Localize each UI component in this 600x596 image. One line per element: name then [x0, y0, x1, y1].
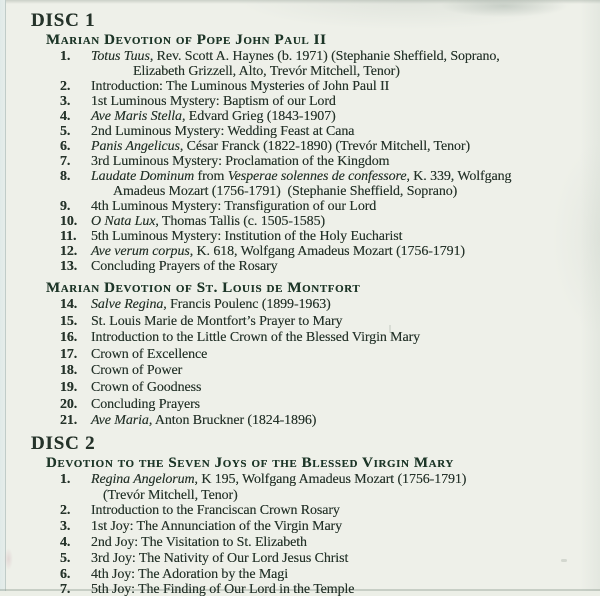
track-segment: Concluding Prayers — [91, 396, 201, 412]
track-line — [91, 582, 592, 596]
track-row — [60, 199, 592, 214]
track-row — [60, 413, 592, 430]
track-row — [60, 503, 592, 519]
track-text — [91, 519, 592, 535]
track-row — [60, 347, 592, 364]
track-text — [91, 229, 592, 244]
track-text — [91, 214, 592, 229]
section — [46, 33, 592, 274]
track-text — [91, 244, 592, 259]
track-line — [91, 169, 592, 184]
track-segment: Introduction to the Little Crown of the Blessed Virgin Mary — [91, 330, 421, 346]
track-text — [91, 551, 592, 567]
track-row — [60, 380, 592, 397]
track-line — [91, 347, 592, 364]
track-text — [91, 413, 592, 430]
track-segment: Crown of Power — [91, 363, 183, 379]
track-number: 11. — [60, 229, 77, 244]
track-row — [60, 79, 592, 94]
track-segment: 5th Joy: The Finding of Our Lord in the Temple — [91, 582, 355, 596]
track-line — [91, 503, 592, 519]
track-list — [60, 49, 592, 274]
track-text — [91, 472, 592, 504]
track-number: 8. — [60, 169, 71, 184]
track-number: 3. — [60, 519, 71, 535]
track-row — [60, 519, 592, 535]
track-segment: 3rd Luminous Mystery: Proclamation of the Kingdom — [91, 154, 390, 169]
track-line — [91, 259, 592, 274]
disc-block-1 — [31, 10, 592, 430]
track-segment: 1st Joy: The Annunciation of the Virgin Mary — [91, 519, 343, 535]
track-number: 6. — [60, 139, 71, 154]
track-row — [60, 314, 592, 331]
track-number: 17. — [60, 346, 78, 362]
track-text — [91, 567, 592, 583]
disc-title: DISC 1 — [31, 10, 96, 31]
track-number: 21. — [60, 413, 78, 429]
track-text — [91, 314, 592, 331]
track-line — [91, 380, 592, 397]
track-line — [91, 64, 592, 79]
track-text — [91, 582, 592, 596]
track-line — [91, 79, 592, 94]
track-text — [91, 347, 592, 364]
work-title: Totus Tuus — [91, 49, 150, 64]
track-number: 20. — [60, 396, 78, 412]
section-heading: Marian Devotion of St. Louis de Montfort — [46, 280, 361, 296]
track-segment: Elizabeth Grizzell, Alto, Trevór Mitchell, Tenor) — [133, 64, 400, 79]
track-text — [91, 330, 592, 347]
track-segment: 2nd Luminous Mystery: Wedding Feast at Cana — [91, 124, 355, 139]
track-number: 12. — [60, 244, 78, 259]
track-segment: , K 195, Wolfgang Amadeus Mozart (1756-1791) — [194, 471, 467, 487]
track-text — [91, 169, 592, 199]
track-number: 7. — [60, 582, 71, 596]
track-line — [91, 184, 592, 199]
track-text — [91, 380, 592, 397]
track-number: 9. — [60, 199, 71, 214]
track-row — [60, 169, 592, 199]
track-row — [60, 139, 592, 154]
track-number: 18. — [60, 363, 78, 379]
track-line — [91, 109, 592, 124]
work-title: Vesperae solennes de confessore — [227, 169, 407, 184]
track-row — [60, 214, 592, 229]
track-text — [91, 79, 592, 94]
section-heading: Marian Devotion of Pope John Paul II — [46, 32, 327, 48]
track-row — [60, 94, 592, 109]
track-text — [91, 94, 592, 109]
track-segment: 3rd Joy: The Nativity of Our Lord Jesus Christ — [91, 550, 349, 566]
track-line — [91, 124, 592, 139]
track-line — [91, 472, 592, 488]
track-number: 4. — [60, 109, 71, 124]
work-title: O Nata Lux — [91, 214, 156, 229]
track-line — [91, 154, 592, 169]
track-list — [60, 297, 592, 430]
track-segment: 1st Luminous Mystery: Baptism of our Lord — [91, 94, 336, 109]
track-segment: , Edvard Grieg (1843-1907) — [181, 109, 336, 124]
track-row — [60, 567, 592, 583]
track-number: 13. — [60, 259, 78, 274]
track-number: 10. — [60, 214, 78, 229]
track-number: 4. — [60, 534, 71, 550]
track-row — [60, 363, 592, 380]
scan-smudge — [4, 548, 13, 570]
track-line — [91, 229, 592, 244]
track-number: 16. — [60, 330, 78, 346]
left-crease-line — [5, 0, 6, 596]
track-line — [91, 397, 592, 414]
track-line — [91, 551, 592, 567]
track-segment: Amadeus Mozart (1756-1791) (Stephanie Sheffield, Soprano) — [113, 184, 458, 199]
work-title: Laudate Dominum — [91, 169, 195, 184]
track-text — [91, 535, 592, 551]
track-number: 1. — [60, 49, 71, 64]
track-segment: (Trevór Mitchell, Tenor) — [103, 487, 238, 503]
work-title: Panis Angelicus — [91, 139, 180, 154]
track-segment: , Anton Bruckner (1824-1896) — [148, 413, 317, 429]
work-title: Ave Maris Stella — [91, 109, 182, 124]
track-row — [60, 535, 592, 551]
track-segment: 5th Luminous Mystery: Institution of the Holy Eucharist — [91, 229, 403, 244]
work-title: Ave verum corpus — [91, 244, 190, 259]
track-segment: Crown of Excellence — [91, 346, 208, 362]
track-row — [60, 259, 592, 274]
track-number: 19. — [60, 379, 78, 395]
track-segment: St. Louis Marie de Montfort’s Prayer to Mary — [91, 313, 343, 329]
track-row — [60, 582, 592, 596]
track-number: 14. — [60, 297, 78, 312]
track-text — [91, 297, 592, 314]
section — [46, 456, 592, 596]
section — [46, 281, 592, 430]
track-text — [91, 259, 592, 274]
track-line — [91, 314, 592, 331]
track-text — [91, 363, 592, 380]
track-segment: 2nd Joy: The Visitation to St. Elizabeth — [91, 534, 307, 550]
disc-title: DISC 2 — [31, 432, 96, 454]
track-segment: , K. 618, Wolfgang Amadeus Mozart (1756-1791) — [189, 244, 465, 259]
track-text — [91, 124, 592, 139]
track-line — [91, 535, 592, 551]
track-number: 2. — [60, 503, 71, 519]
track-number: 1. — [60, 471, 71, 487]
track-number: 7. — [60, 154, 71, 169]
track-line — [91, 244, 592, 259]
track-segment: Introduction to the Franciscan Crown Rosary — [91, 503, 340, 519]
track-row — [60, 472, 592, 504]
track-row — [60, 330, 592, 347]
track-row — [60, 297, 592, 314]
track-number: 3. — [60, 94, 71, 109]
track-line — [91, 139, 592, 154]
track-line — [91, 330, 592, 347]
track-line — [91, 567, 592, 583]
track-segment: Introduction: The Luminous Mysteries of John Paul II — [91, 79, 390, 94]
track-row — [60, 229, 592, 244]
track-segment: , Thomas Tallis (c. 1505-1585) — [155, 214, 326, 229]
track-line — [91, 199, 592, 214]
track-line — [91, 519, 592, 535]
track-segment: from — [194, 169, 228, 184]
track-text — [91, 49, 592, 79]
track-row — [60, 397, 592, 414]
track-segment: 4th Joy: The Adoration by the Magi — [91, 566, 288, 582]
track-segment: , César Franck (1822-1890) (Trevór Mitchell, Tenor) — [179, 139, 471, 154]
track-segment: , K. 339, Wolfgang — [406, 169, 512, 184]
track-line — [91, 297, 592, 314]
track-segment: 4th Luminous Mystery: Transfiguration of our Lord — [91, 199, 377, 214]
track-number: 5. — [60, 550, 71, 566]
track-segment: Crown of Goodness — [91, 379, 202, 395]
track-segment: , Rev. Scott A. Haynes (b. 1971) (Stephanie Sheffield, Soprano, — [149, 49, 500, 64]
track-text — [91, 199, 592, 214]
track-segment: , Francis Poulenc (1899-1963) — [163, 297, 331, 312]
work-title: Salve Regina — [91, 297, 164, 312]
track-text — [91, 109, 592, 124]
track-row — [60, 551, 592, 567]
work-title: Ave Maria — [91, 413, 149, 429]
track-listing — [31, 10, 592, 596]
track-text — [91, 503, 592, 519]
work-title: Regina Angelorum — [91, 471, 195, 487]
track-row — [60, 109, 592, 124]
track-row — [60, 124, 592, 139]
track-number: 2. — [60, 79, 71, 94]
track-line — [91, 49, 592, 64]
track-line — [91, 94, 592, 109]
track-text — [91, 397, 592, 414]
track-line — [91, 413, 592, 430]
track-number: 6. — [60, 566, 71, 582]
track-row — [60, 49, 592, 79]
track-row — [60, 244, 592, 259]
track-line — [91, 214, 592, 229]
track-text — [91, 139, 592, 154]
track-number: 15. — [60, 313, 78, 329]
track-row — [60, 154, 592, 169]
track-segment: Concluding Prayers of the Rosary — [91, 259, 278, 274]
track-line — [91, 488, 592, 504]
track-line — [91, 363, 592, 380]
track-text — [91, 154, 592, 169]
track-number: 5. — [60, 124, 71, 139]
section-heading: Devotion to the Seven Joys of the Blessed Virgin Mary — [46, 454, 454, 471]
disc-block-2 — [31, 433, 592, 596]
track-list — [60, 472, 592, 596]
